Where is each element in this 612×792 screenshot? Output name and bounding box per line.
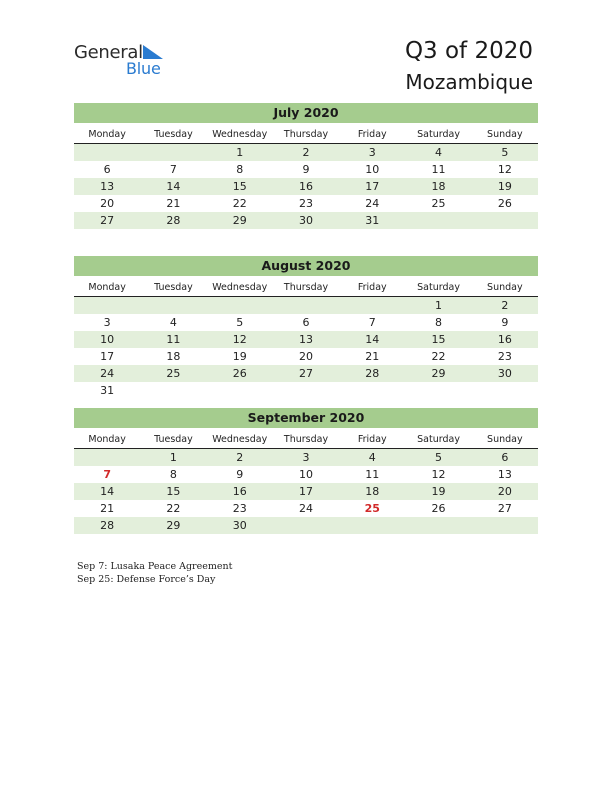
weekday-label: Thursday: [283, 434, 329, 445]
day-cell: 27: [497, 502, 512, 515]
day-cell: [405, 212, 471, 229]
weekday-header-row: [74, 431, 538, 449]
day-cell: 2: [501, 299, 509, 312]
day-cell: 27: [100, 214, 115, 227]
day-cell: 26: [232, 367, 247, 380]
day-cell: 10: [365, 163, 380, 176]
day-cell: 23: [232, 502, 247, 515]
day-cell: 21: [166, 197, 181, 210]
day-cell: 17: [100, 350, 115, 363]
day-cell: 20: [497, 485, 512, 498]
day-cell: 31: [365, 214, 380, 227]
week-row: [74, 365, 538, 382]
day-cell: 14: [166, 180, 181, 193]
month-weeks: [74, 144, 538, 229]
weekday-header-row: [74, 279, 538, 297]
holiday-day-cell: 25: [364, 502, 380, 515]
day-cell: 23: [497, 350, 512, 363]
weekday-header-row: [74, 126, 538, 144]
holiday-notes: [77, 560, 232, 586]
day-cell: 2: [236, 451, 244, 464]
month-august: [74, 256, 538, 399]
day-cell: 21: [100, 502, 115, 515]
day-cell: [74, 297, 140, 314]
weekday-label: Wednesday: [212, 282, 268, 293]
day-cell: [140, 382, 206, 399]
day-cell: 9: [236, 468, 244, 481]
weekday-label: Tuesday: [154, 282, 193, 293]
month-header: July 2020: [74, 103, 538, 123]
day-cell: [472, 382, 538, 399]
week-row: [74, 297, 538, 314]
weekday-label: Thursday: [283, 282, 329, 293]
day-cell: 27: [298, 367, 313, 380]
day-cell: 5: [236, 316, 244, 329]
day-cell: 16: [232, 485, 247, 498]
day-cell: 24: [365, 197, 380, 210]
day-cell: 11: [365, 468, 380, 481]
country-name: Mozambique: [405, 70, 533, 94]
day-cell: 8: [435, 316, 443, 329]
day-cell: 10: [100, 333, 115, 346]
month-header: August 2020: [74, 256, 538, 276]
week-row: [74, 144, 538, 161]
day-cell: 28: [365, 367, 380, 380]
day-cell: 24: [298, 502, 313, 515]
day-cell: 6: [302, 316, 310, 329]
weekday-label: Wednesday: [212, 129, 268, 140]
day-cell: [74, 144, 140, 161]
day-cell: 5: [501, 146, 509, 159]
day-cell: 9: [501, 316, 509, 329]
day-cell: 20: [100, 197, 115, 210]
month-weeks: [74, 449, 538, 534]
day-cell: 19: [431, 485, 446, 498]
day-cell: 22: [232, 197, 247, 210]
day-cell: 25: [431, 197, 446, 210]
day-cell: 8: [236, 163, 244, 176]
day-cell: 30: [497, 367, 512, 380]
weekday-label: Wednesday: [212, 434, 268, 445]
day-cell: 3: [302, 451, 310, 464]
day-cell: 12: [497, 163, 512, 176]
weekday-label: Friday: [357, 129, 387, 140]
day-cell: 3: [103, 316, 111, 329]
day-cell: [273, 517, 339, 534]
week-row: [74, 348, 538, 365]
weekday-label: Saturday: [417, 129, 460, 140]
day-cell: [273, 382, 339, 399]
logo: [74, 42, 184, 82]
day-cell: 18: [166, 350, 181, 363]
holiday-day-cell: 7: [103, 468, 111, 481]
day-cell: [405, 517, 471, 534]
day-cell: 15: [166, 485, 181, 498]
day-cell: 26: [497, 197, 512, 210]
day-cell: 9: [302, 163, 310, 176]
day-cell: 1: [435, 299, 443, 312]
month-header: September 2020: [74, 408, 538, 428]
week-row: [74, 466, 538, 483]
day-cell: 22: [431, 350, 446, 363]
weekday-label: Thursday: [283, 129, 329, 140]
weekday-label: Monday: [88, 282, 126, 293]
day-cell: 15: [431, 333, 446, 346]
weekday-label: Friday: [357, 282, 387, 293]
day-cell: 29: [431, 367, 446, 380]
day-cell: [472, 517, 538, 534]
day-cell: 18: [431, 180, 446, 193]
day-cell: 20: [298, 350, 313, 363]
day-cell: 12: [431, 468, 446, 481]
day-cell: 6: [103, 163, 111, 176]
week-row: [74, 314, 538, 331]
day-cell: 4: [169, 316, 177, 329]
day-cell: 12: [232, 333, 247, 346]
weekday-label: Tuesday: [154, 129, 193, 140]
day-cell: 17: [298, 485, 313, 498]
day-cell: 25: [166, 367, 181, 380]
day-cell: 28: [100, 519, 115, 532]
day-cell: 23: [298, 197, 313, 210]
day-cell: [140, 297, 206, 314]
day-cell: 4: [435, 146, 443, 159]
day-cell: [339, 517, 405, 534]
day-cell: 21: [365, 350, 380, 363]
day-cell: [207, 382, 273, 399]
day-cell: 18: [365, 485, 380, 498]
day-cell: 4: [368, 451, 376, 464]
day-cell: 11: [431, 163, 446, 176]
week-row: [74, 483, 538, 500]
day-cell: 1: [236, 146, 244, 159]
month-september: [74, 408, 538, 534]
day-cell: 22: [166, 502, 181, 515]
logo-word-general: General: [74, 42, 143, 63]
day-cell: 17: [365, 180, 380, 193]
week-row: [74, 195, 538, 212]
day-cell: 10: [298, 468, 313, 481]
week-row: [74, 500, 538, 517]
week-row: [74, 161, 538, 178]
day-cell: 30: [232, 519, 247, 532]
weekday-label: Sunday: [487, 282, 523, 293]
day-cell: 8: [169, 468, 177, 481]
month-weeks: [74, 297, 538, 399]
day-cell: [140, 144, 206, 161]
day-cell: 5: [435, 451, 443, 464]
day-cell: 1: [169, 451, 177, 464]
day-cell: 16: [497, 333, 512, 346]
weekday-label: Monday: [88, 434, 126, 445]
weekday-label: Tuesday: [154, 434, 193, 445]
logo-word-blue: Blue: [126, 59, 161, 78]
day-cell: 13: [298, 333, 313, 346]
day-cell: 2: [302, 146, 310, 159]
day-cell: 30: [298, 214, 313, 227]
page-title: Q3 of 2020: [404, 38, 533, 64]
day-cell: 29: [166, 519, 181, 532]
day-cell: [472, 212, 538, 229]
week-row: [74, 517, 538, 534]
week-row: [74, 449, 538, 466]
day-cell: 16: [298, 180, 313, 193]
day-cell: [405, 382, 471, 399]
day-cell: 28: [166, 214, 181, 227]
weekday-label: Saturday: [417, 282, 460, 293]
weekday-label: Sunday: [487, 129, 523, 140]
weekday-label: Sunday: [487, 434, 523, 445]
holiday-note: Sep 25: Defense Force’s Day: [77, 574, 216, 585]
week-row: [74, 382, 538, 399]
day-cell: 29: [232, 214, 247, 227]
day-cell: 14: [100, 485, 115, 498]
day-cell: [74, 449, 140, 466]
day-cell: [339, 382, 405, 399]
day-cell: 31: [100, 384, 115, 397]
weekday-label: Saturday: [417, 434, 460, 445]
week-row: [74, 178, 538, 195]
day-cell: 15: [232, 180, 247, 193]
day-cell: 24: [100, 367, 115, 380]
day-cell: 7: [169, 163, 177, 176]
day-cell: 7: [368, 316, 376, 329]
weekday-label: Monday: [88, 129, 126, 140]
day-cell: 13: [100, 180, 115, 193]
day-cell: 14: [365, 333, 380, 346]
day-cell: [339, 297, 405, 314]
day-cell: 11: [166, 333, 181, 346]
day-cell: 3: [368, 146, 376, 159]
day-cell: [207, 297, 273, 314]
holiday-note: Sep 7: Lusaka Peace Agreement: [77, 561, 233, 572]
day-cell: 19: [497, 180, 512, 193]
day-cell: 26: [431, 502, 446, 515]
day-cell: [273, 297, 339, 314]
day-cell: 13: [497, 468, 512, 481]
day-cell: 19: [232, 350, 247, 363]
month-july: [74, 103, 538, 229]
day-cell: 6: [501, 451, 509, 464]
weekday-label: Friday: [357, 434, 387, 445]
week-row: [74, 331, 538, 348]
week-row: [74, 212, 538, 229]
